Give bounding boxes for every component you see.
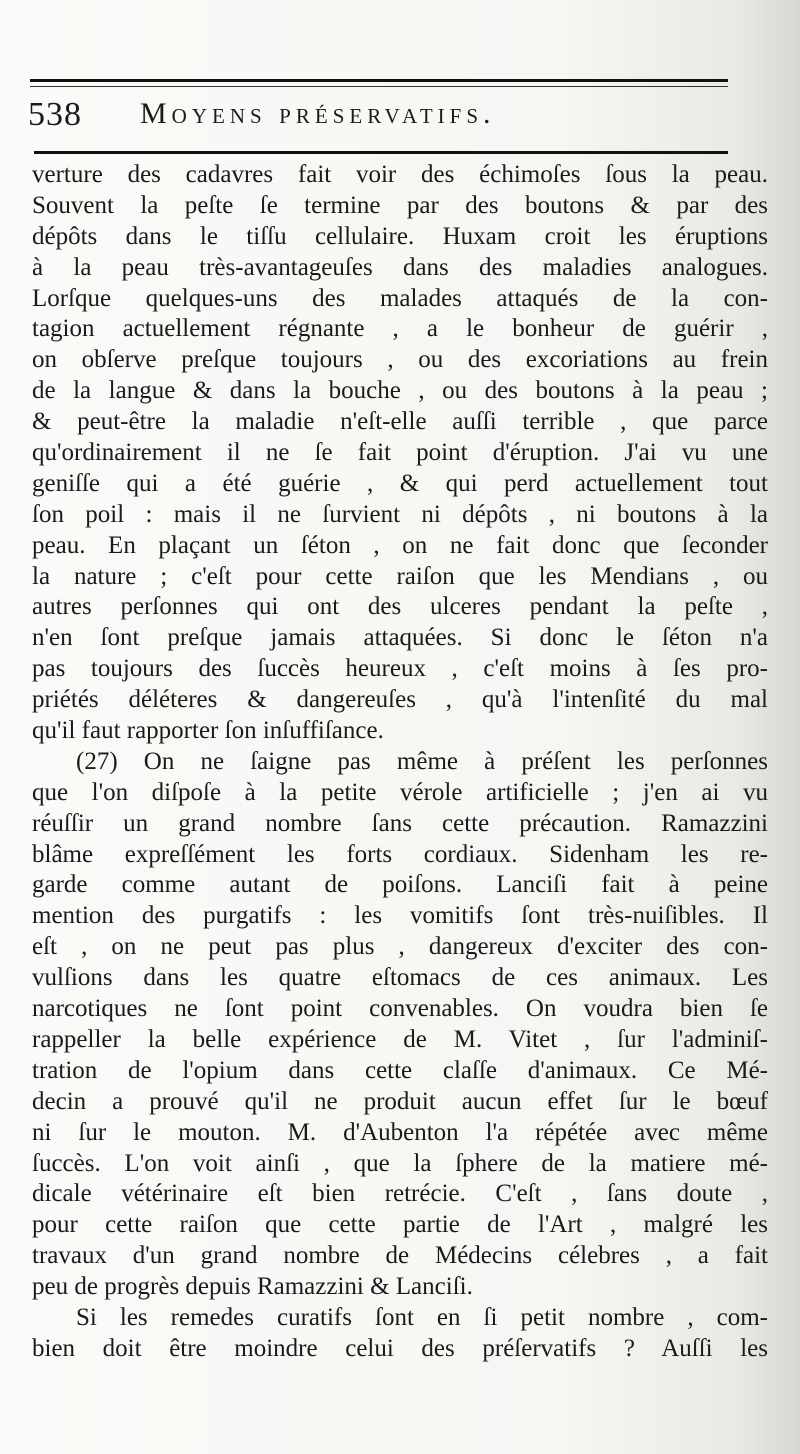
text-line: tration de l'opium dans cette claſſe d'animaux. Ce Mé-: [32, 1056, 768, 1084]
text-line: blâme expreſſément les forts cordiaux. Sidenham les re-: [32, 840, 768, 868]
text-line: n'en ſont preſque jamais attaquées. Si donc le ſéton n'a: [32, 624, 768, 652]
text-line: verture des cadavres fait voir des échimoſes ſous la peau.: [32, 161, 768, 188]
text-line: pas toujours des ſuccès heureux , c'eſt moins à ſes pro-: [32, 655, 768, 683]
text-line: decin a prouvé qu'il ne produit aucun effet ſur le bœuf: [32, 1087, 768, 1115]
text-line: à la peau très-avantageuſes dans des maladies analogues.: [32, 253, 768, 281]
text-line: ſon poil : mais il ne ſurvient ni dépôts , ni boutons à la: [32, 500, 768, 528]
text-line: tagion actuellement régnante , a le bonheur de guérir ,: [32, 315, 768, 343]
text-line: Lorſque quelques-uns des malades attaqués de la con-: [32, 284, 768, 312]
text-line: & peut-être la maladie n'eſt-elle auſſi terrible , que parce: [32, 408, 768, 436]
header-rule-top-thin: [30, 86, 728, 87]
text-line: pour cette raiſon que cette partie de l'Art , malgré les: [32, 1211, 768, 1239]
text-line: eſt , on ne peut pas plus , dangereux d'exciter des con-: [32, 933, 768, 961]
text-line: de la langue & dans la bouche , ou des boutons à la peau ;: [32, 377, 768, 405]
text-line: (27) On ne ſaigne pas même à préſent les perſonnes: [76, 747, 768, 775]
text-line: narcotiques ne ſont point convenables. On voudra bien ſe: [32, 995, 768, 1023]
text-line: qu'il faut rapporter ſon inſuffiſance.: [32, 717, 384, 745]
text-line: ni ſur le mouton. M. d'Aubenton l'a répétée avec même: [32, 1118, 768, 1146]
text-line: geniſſe qui a été guérie , & qui perd actuellement tout: [32, 469, 768, 497]
text-line: vulſions dans les quatre eſtomacs de ces animaux. Les: [32, 964, 768, 992]
text-line: garde comme autant de poiſons. Lanciſi fait à peine: [32, 871, 768, 899]
text-line: Si les remedes curatifs ſont en ſi petit nombre , com-: [76, 1303, 768, 1331]
text-line: mention des purgatifs : les vomitifs ſont très-nuiſibles. Il: [32, 902, 768, 930]
text-line: qu'ordinairement il ne ſe fait point d'éruption. J'ai vu une: [32, 439, 768, 467]
text-line: rappeller la belle expérience de M. Vitet , ſur l'adminiſ-: [32, 1025, 768, 1053]
page-number: 538: [28, 96, 82, 133]
text-line: dicale vétérinaire eſt bien retrécie. C'eſt , ſans doute ,: [32, 1180, 768, 1208]
text-line: ſuccès. L'on voit ainſi , que la ſphere de la matiere mé-: [32, 1149, 768, 1177]
text-line: priétés déléteres & dangereuſes , qu'à l'intenſité du mal: [32, 686, 768, 714]
header-rule-bottom: [34, 151, 728, 154]
text-line: travaux d'un grand nombre de Médecins célebres , a fait: [32, 1242, 768, 1270]
text-line: dépôts dans le tiſſu cellulaire. Huxam croit les éruptions: [32, 222, 768, 250]
text-line: peau. En plaçant un ſéton , on ne fait donc que ſeconder: [32, 531, 768, 559]
text-line: Souvent la peſte ſe termine par des boutons & par des: [32, 191, 768, 219]
header-rule-top: [30, 79, 728, 82]
text-line: autres perſonnes qui ont des ulceres pendant la peſte ,: [32, 593, 768, 621]
text-line: bien doit être moindre celui des préſervatifs ? Auſſi les: [32, 1334, 768, 1362]
text-line: on obſerve preſque toujours , ou des excoriations au frein: [32, 346, 768, 374]
text-line: réuſſir un grand nombre ſans cette précaution. Ramazzini: [32, 809, 768, 837]
running-head: Moyens préservatifs.: [140, 97, 496, 130]
text-line: peu de progrès depuis Ramazzini & Lanciſi.: [32, 1273, 473, 1301]
text-line: la nature ; c'eſt pour cette raiſon que les Mendians , ou: [32, 562, 768, 590]
body-text: [32, 160, 768, 1365]
text-line: que l'on diſpoſe à la petite vérole artificielle ; j'en ai vu: [32, 778, 768, 806]
